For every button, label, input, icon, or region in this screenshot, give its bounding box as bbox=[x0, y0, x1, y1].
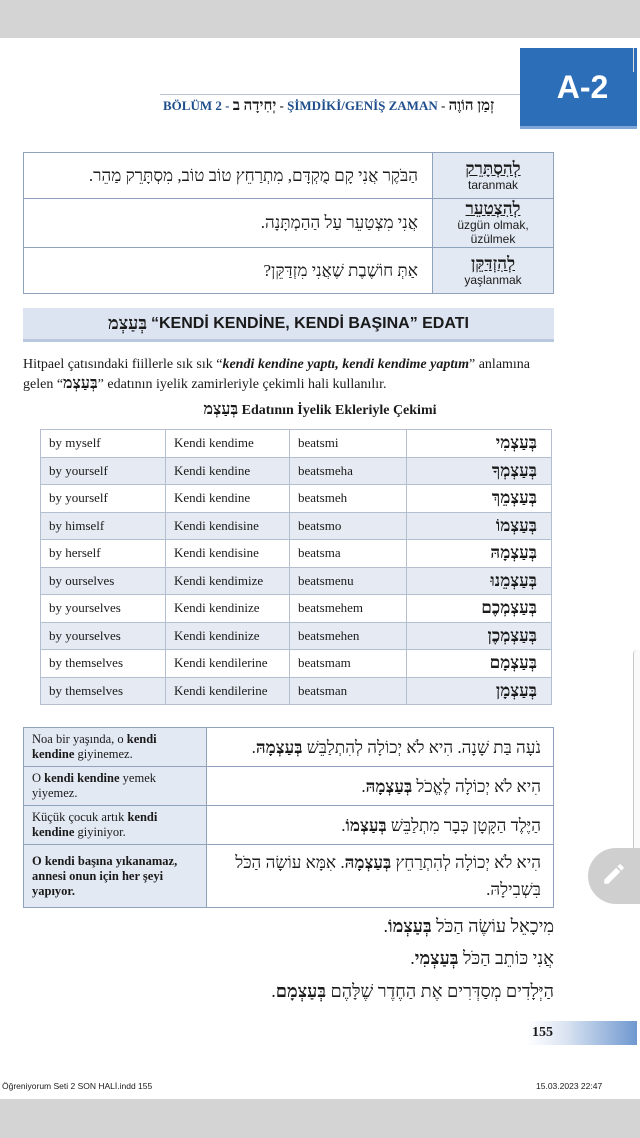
vocab-row bbox=[24, 153, 554, 199]
conjugation-table-title bbox=[0, 401, 640, 419]
footer-filename: Öğreniyorum Seti 2 SON HALİ.indd 155 bbox=[2, 1081, 153, 1091]
english-cell: by themselves bbox=[41, 650, 166, 678]
sentence-text: . bbox=[271, 981, 276, 1001]
hebrew-cell: בְּעַצְמִי bbox=[407, 430, 552, 458]
top-bar bbox=[0, 0, 640, 38]
vocab-word: לְהִסְתָּרֵק bbox=[465, 158, 521, 178]
conjugation-row bbox=[41, 650, 552, 678]
header-sep: - bbox=[279, 98, 284, 113]
footer-timestamp: 15.03.2023 22:47 bbox=[536, 1081, 603, 1091]
vocab-sentence: אֲנִי מִצְטַעֵר עַל הַהַמְתָּנָה. bbox=[24, 199, 433, 248]
unit-badge: A-2 bbox=[520, 48, 637, 126]
transliteration-cell: beatsmeh bbox=[290, 485, 407, 513]
example-text: giyinemez. bbox=[74, 747, 133, 761]
english-cell: by herself bbox=[41, 540, 166, 568]
example-text: O bbox=[32, 771, 45, 785]
turkish-cell: Kendi kendime bbox=[166, 430, 290, 458]
conjugation-row bbox=[41, 595, 552, 623]
example-bold: בְּעַצְמָהּ bbox=[344, 853, 392, 872]
transliteration-cell: beatsmehem bbox=[290, 595, 407, 623]
header-sep: - bbox=[440, 98, 446, 113]
transliteration-cell: beatsmeha bbox=[290, 457, 407, 485]
example-translation bbox=[24, 845, 207, 908]
example-translation bbox=[24, 806, 207, 845]
sentence-text: אֲנִי כּוֹתֵב הַכֹּל bbox=[458, 948, 554, 968]
example-text: . bbox=[251, 737, 256, 757]
sentence-text: מִיכָאֵל עוֹשֶׂה הַכֹּל bbox=[431, 916, 554, 936]
section-title bbox=[23, 308, 554, 342]
example-text: Noa bir yaşında, o bbox=[32, 732, 127, 746]
vocab-word-cell bbox=[433, 199, 554, 248]
example-text: giyiniyor. bbox=[74, 825, 126, 839]
badge-underline bbox=[520, 126, 637, 129]
sentence-bold: בְּעַצְמִי bbox=[414, 948, 459, 968]
bottom-bar bbox=[0, 1099, 640, 1138]
edit-button[interactable] bbox=[588, 848, 640, 904]
hebrew-cell: בְּעַצְמֵנוּ bbox=[407, 567, 552, 595]
example-text: נֹעָה בַּת שָׁנָה. הִיא לֹא יְכוֹלָה לְהִתְלַבֵּשׁ bbox=[302, 737, 541, 757]
transliteration-cell: beatsmo bbox=[290, 512, 407, 540]
examples-table bbox=[23, 727, 554, 908]
page-edge bbox=[633, 48, 640, 72]
example-translation bbox=[24, 728, 207, 767]
example-hebrew bbox=[207, 806, 554, 845]
page-number: 155 bbox=[527, 1021, 637, 1045]
english-cell: by yourselves bbox=[41, 595, 166, 623]
turkish-cell: Kendi kendine bbox=[166, 457, 290, 485]
transliteration-cell: beatsma bbox=[290, 540, 407, 568]
vocab-sentence: אַתְּ חוֹשֶׁבֶת שֶׁאֲנִי מִזְדַּקֵּן? bbox=[24, 248, 433, 294]
example-bold: O bbox=[32, 853, 45, 868]
sentence-bold: בְּעַצְמָם bbox=[275, 981, 326, 1001]
vocab-sentence: הַבֹּקֶר אֲנִי קָם מֻקְדָּם, מִתְרַחֵץ טוֹב טוֹב, מִסְתָּרֵק מַהֵר. bbox=[24, 153, 433, 199]
english-cell: by yourself bbox=[41, 485, 166, 513]
example-bold: בְּעַצְמָהּ bbox=[255, 737, 303, 757]
conjugation-row bbox=[41, 677, 552, 705]
example-text: הִיא לֹא יְכוֹלָה לֶאֱכֹל bbox=[412, 776, 541, 796]
conjugation-row bbox=[41, 457, 552, 485]
running-header bbox=[163, 98, 494, 115]
header-unit-he: יְחִידָה ב bbox=[232, 98, 277, 114]
transliteration-cell: beatsmi bbox=[290, 430, 407, 458]
intro-emphasis: kendi kendine yaptı, kendi kendime yaptım bbox=[222, 357, 469, 372]
transliteration-cell: beatsmam bbox=[290, 650, 407, 678]
extra-sentence bbox=[410, 948, 554, 969]
turkish-cell: Kendi kendine bbox=[166, 485, 290, 513]
conjugation-row bbox=[41, 512, 552, 540]
example-row bbox=[24, 728, 554, 767]
hebrew-cell: בְּעַצְמֵךְ bbox=[407, 485, 552, 513]
english-cell: by yourselves bbox=[41, 622, 166, 650]
example-text: . bbox=[341, 815, 346, 835]
example-bold: בְּעַצְמָהּ bbox=[365, 776, 413, 796]
conjugation-row bbox=[41, 622, 552, 650]
conjugation-row bbox=[41, 540, 552, 568]
intro-hebrew: בְּעַצְמ bbox=[63, 375, 98, 392]
transliteration-cell: beatsman bbox=[290, 677, 407, 705]
intro-text: ” anlamına gelen “ bbox=[23, 357, 531, 392]
vocab-row bbox=[24, 199, 554, 248]
example-text: . bbox=[361, 776, 366, 796]
transliteration-cell: beatsmenu bbox=[290, 567, 407, 595]
header-rule bbox=[160, 94, 520, 95]
conjugation-row bbox=[41, 485, 552, 513]
table-title-tr: Edatının İyelik Ekleriyle Çekimi bbox=[241, 403, 437, 418]
example-bold: kendi kendine bbox=[32, 810, 158, 839]
turkish-cell: Kendi kendisine bbox=[166, 540, 290, 568]
pencil-icon bbox=[601, 861, 627, 892]
hebrew-cell: בְּעַצְמְךָ bbox=[407, 457, 552, 485]
vocab-word: לְהִצְטַעֵר bbox=[465, 199, 521, 218]
turkish-cell: Kendi kendimize bbox=[166, 567, 290, 595]
hebrew-cell: בְּעַצְמָהּ bbox=[407, 540, 552, 568]
english-cell: by himself bbox=[41, 512, 166, 540]
turkish-cell: Kendi kendilerine bbox=[166, 677, 290, 705]
turkish-cell: Kendi kendilerine bbox=[166, 650, 290, 678]
example-bold: kendi başına yıkanamaz, annesi onun için her şeyi yapıyor. bbox=[32, 853, 178, 898]
example-row bbox=[24, 767, 554, 806]
intro-text: ” edatının iyelik zamirleriyle çekimli hali kullanılır. bbox=[97, 377, 387, 392]
english-cell: by ourselves bbox=[41, 567, 166, 595]
section-title-he: בְּעַצְמ bbox=[108, 313, 147, 333]
hebrew-cell: בְּעַצְמָן bbox=[407, 677, 552, 705]
header-topic: ŞİMDİKİ/GENİŞ ZAMAN bbox=[287, 98, 438, 113]
example-hebrew bbox=[207, 728, 554, 767]
example-row bbox=[24, 806, 554, 845]
vocab-word: לְהִזְדַּקֵּן bbox=[470, 253, 516, 273]
sentence-bold: בְּעַצְמוֹ bbox=[388, 916, 432, 936]
section-title-tr: “KENDİ KENDİNE, KENDİ BAŞINA” EDATI bbox=[151, 314, 469, 332]
hebrew-cell: בְּעַצְמוֹ bbox=[407, 512, 552, 540]
scroll-handle[interactable] bbox=[633, 650, 640, 858]
sentence-text: הַיְּלָדִים מְסַדְּרִים אֶת הַחֶדֶר שֶׁלָּהֶם bbox=[326, 981, 554, 1001]
turkish-cell: Kendi kendinize bbox=[166, 622, 290, 650]
example-hebrew bbox=[207, 767, 554, 806]
hebrew-cell: בְּעַצְמְכֶן bbox=[407, 622, 552, 650]
intro-text: Hitpael çatısındaki fiillerle sık sık “ bbox=[23, 357, 223, 372]
vocabulary-table bbox=[23, 152, 554, 294]
example-bold: kendi kendine bbox=[44, 771, 120, 785]
example-row bbox=[24, 845, 554, 908]
english-cell: by themselves bbox=[41, 677, 166, 705]
conjugation-row bbox=[41, 430, 552, 458]
example-bold: בְּעַצְמוֹ bbox=[345, 815, 387, 835]
hebrew-cell: בְּעַצְמְכֶם bbox=[407, 595, 552, 623]
english-cell: by yourself bbox=[41, 457, 166, 485]
hebrew-cell: בְּעַצְמָם bbox=[407, 650, 552, 678]
conjugation-row bbox=[41, 567, 552, 595]
example-text: Küçük çocuk artık bbox=[32, 810, 128, 824]
vocab-translation: yaşlanmak bbox=[464, 272, 522, 287]
transliteration-cell: beatsmehen bbox=[290, 622, 407, 650]
vocab-translation: üzgün olmak, üzülmek bbox=[457, 218, 529, 246]
example-hebrew bbox=[207, 845, 554, 908]
example-text: yemek yiyemez. bbox=[32, 771, 156, 800]
vocab-row bbox=[24, 248, 554, 294]
english-cell: by myself bbox=[41, 430, 166, 458]
example-text: . אִמָּא עוֹשָׂה הַכֹּל בִּשְׁבִילָהּ. bbox=[235, 853, 541, 899]
vocab-word-cell bbox=[433, 153, 554, 199]
intro-paragraph bbox=[23, 355, 554, 394]
example-text: הִיא לֹא יְכוֹלָה לְהִתְרַחֵץ bbox=[391, 853, 541, 872]
example-translation bbox=[24, 767, 207, 806]
sentence-text: . bbox=[383, 916, 389, 936]
sentence-text: . bbox=[410, 948, 415, 968]
extra-sentence bbox=[384, 916, 554, 937]
extra-sentence bbox=[271, 981, 554, 1002]
turkish-cell: Kendi kendisine bbox=[166, 512, 290, 540]
turkish-cell: Kendi kendinize bbox=[166, 595, 290, 623]
example-text: הַיֶּלֶד הַקָּטָן כְּבָר מִתְלַבֵּשׁ bbox=[386, 815, 541, 835]
table-title-he: בְּעַצְמ bbox=[203, 401, 239, 418]
header-section: BÖLÜM 2 - bbox=[163, 98, 230, 113]
conjugation-table bbox=[40, 429, 552, 705]
header-topic-he: זְמַן הוֹוֶה bbox=[448, 98, 495, 114]
example-bold: kendi kendine bbox=[32, 732, 157, 761]
vocab-translation: taranmak bbox=[467, 177, 519, 192]
vocab-word-cell bbox=[433, 248, 554, 294]
